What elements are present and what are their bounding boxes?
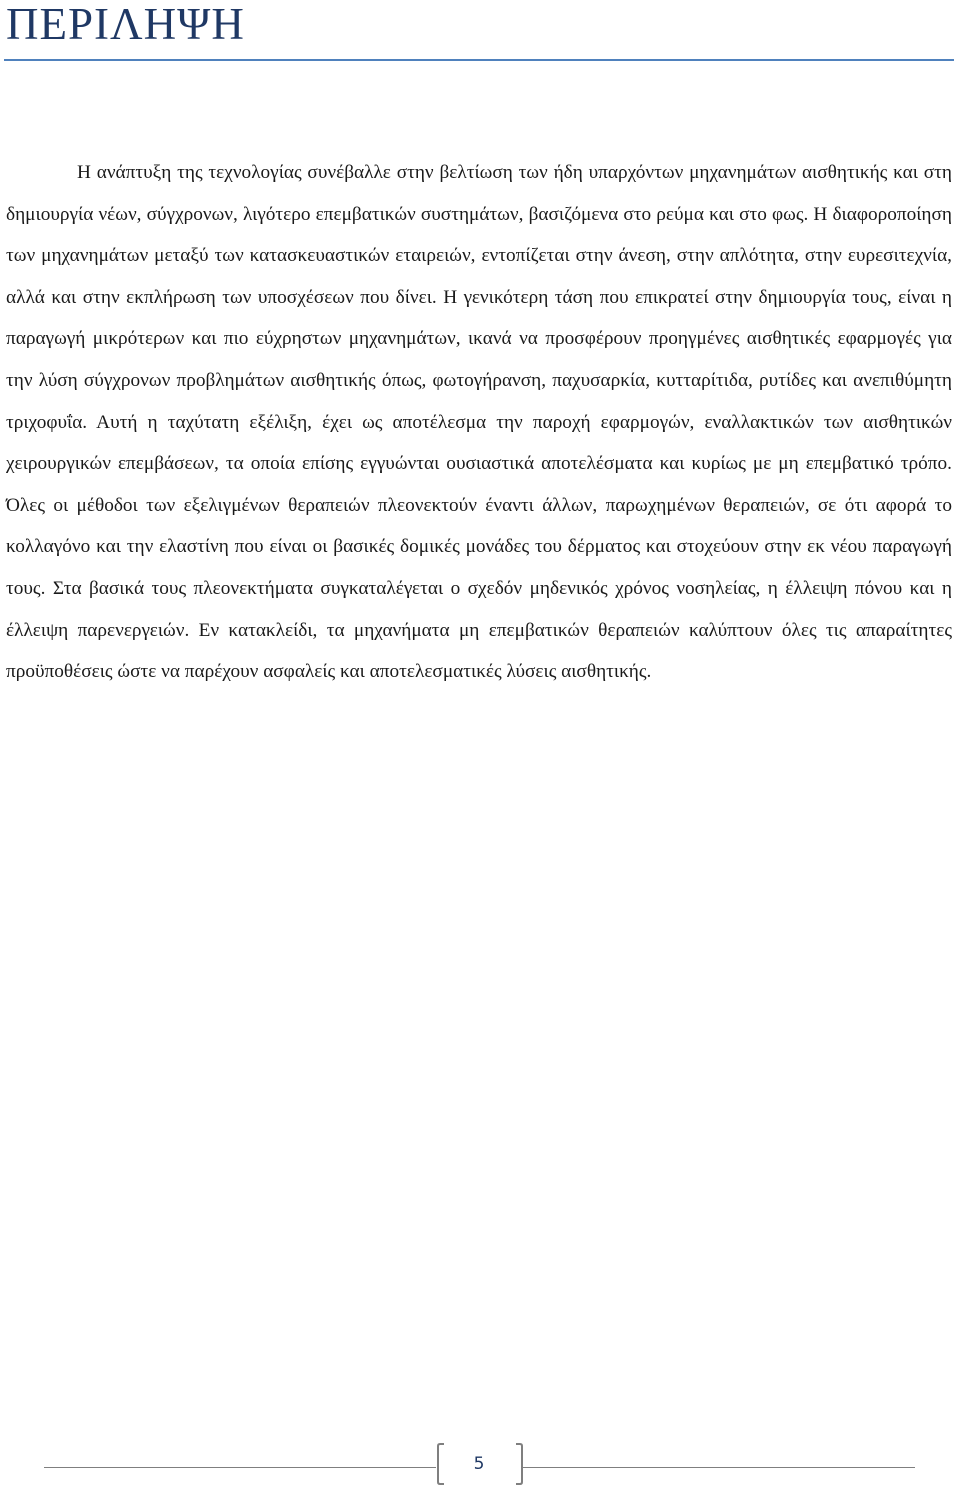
footer-rule-left	[44, 1467, 436, 1468]
title-underline	[4, 59, 954, 61]
page-title: ΠΕΡΙΛΗΨΗ	[6, 0, 245, 49]
left-brace-icon	[430, 1442, 460, 1486]
footer-rule-right	[523, 1467, 915, 1468]
page-footer	[0, 1440, 960, 1490]
right-brace-icon	[500, 1442, 530, 1486]
page-number: 5	[473, 1454, 485, 1474]
summary-paragraph: Η ανάπτυξη της τεχνολογίας συνέβαλλε στην βελτίωση των ήδη υπαρχόντων μηχανημάτων αισθητικής και στη δημιουργία νέων, σύγχρονων, λιγότερο επεμβατικών συστημάτων, βασιζόμενα στο ρεύμα και στο φως. Η διαφοροποίηση των μηχανημάτων μεταξύ των κατασκευαστικών εταιρειών, εντοπίζεται στην άνεση, στην απλότητα, στην ευρεσιτεχνία, αλλά και στην εκπλήρωση των υποσχέσεων που δίνει. Η γενικότερη τάση που επικρατεί στην δημιουργία τους, είναι η παραγωγή μικρότερων και πιο εύχρηστων μηχανημάτων, ικανά να προσφέρουν προηγμένες αισθητικές εφαρμογές για την λύση σύγχρονων προβλημάτων αισθητικής όπως, φωτογήρανση, παχυσαρκία, κυτταρίτιδα, ρυτίδες και ανεπιθύμητη τριχοφυΐα. Αυτή η ταχύτατη εξέλιξη, έχει ως αποτέλεσμα την παροχή εφαρμογών, εναλλακτικών των αισθητικών χειρουργικών επεμβάσεων, τα οποία επίσης εγγυώνται ουσιαστικά αποτελέσματα και κυρίως με μη επεμβατικό τρόπο. Όλες οι μέθοδοι των εξελιγμένων θεραπειών πλεονεκτούν έναντι άλλων, παρωχημένων θεραπειών, σε ότι αφορά το κολλαγόνο και την ελαστίνη που είναι οι βασικές δομικές μονάδες του δέρματος και στοχεύουν στην εκ νέου παραγωγή τους. Στα βασικά τους πλεονεκτήματα συγκαταλέγεται ο σχεδόν μηδενικός χρόνος νοσηλείας, η έλλειψη πόνου και η έλλειψη παρενεργειών. Εν κατακλείδι, τα μηχανήματα μη επεμβατικών θεραπειών καλύπτουν όλες τις απαραίτητες προϋποθέσεις ώστε να παρέχουν ασφαλείς και αποτελεσματικές λύσεις αισθητικής.	[6, 162, 952, 683]
